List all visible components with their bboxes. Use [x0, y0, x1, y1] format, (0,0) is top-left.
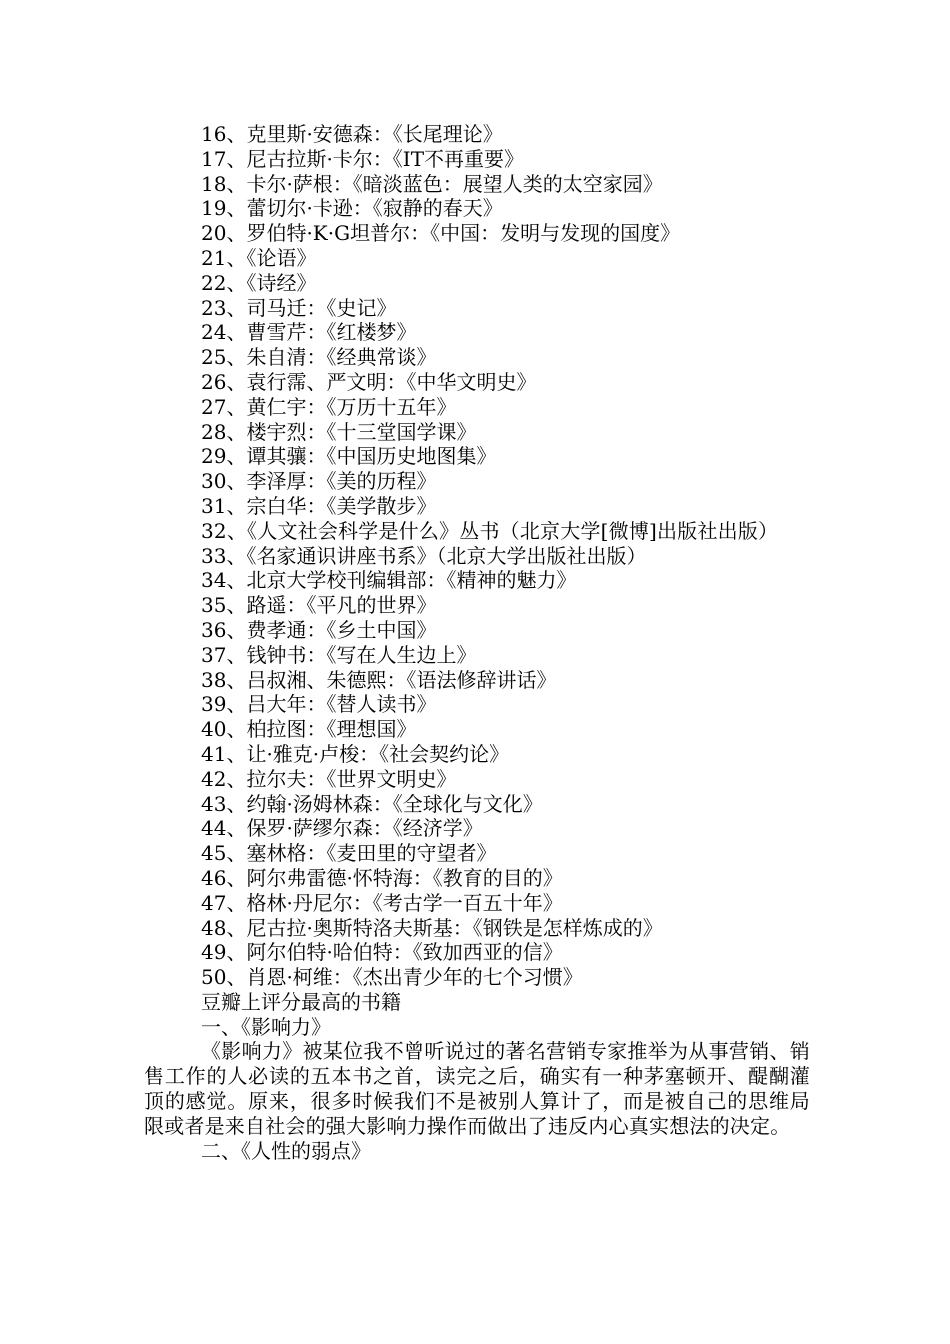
subheading-human-weakness: 二、《人性的弱点》 [201, 1138, 371, 1163]
list-item: 16、克里斯·安德森：《长尾理论》 [201, 122, 503, 146]
list-item: 28、楼宇烈：《十三堂国学课》 [201, 419, 477, 444]
list-item: 39、吕大年：《替人读书》 [201, 692, 437, 717]
list-item: 27、黄仁宇：《万历十五年》 [201, 394, 457, 419]
subheading-influence: 一、《影响力》 [201, 1014, 331, 1039]
list-item: 43、约翰·汤姆林森：《全球化与文化》 [201, 791, 543, 816]
list-item: 21、《论语》 [201, 245, 317, 270]
paragraph-influence: 《影响力》被某位我不曾听说过的著名营销专家推举为从事营销、销售工作的人必读的五本书之首，读完之后，确实有一种茅塞顿开、醍醐灌顶的感觉。原来，很多时候我们不是被别人算计了，而是被自己的思维局限或者是来自社会的强大影响力操作而做出了违反内心真实想法的决定。 [144, 1039, 810, 1138]
list-item: 37、钱钟书：《写在人生边上》 [201, 642, 477, 667]
list-item: 31、宗白华：《美学散步》 [201, 493, 437, 518]
list-item: 49、阿尔伯特·哈伯特：《致加西亚的信》 [201, 940, 563, 965]
list-item: 33、《名家通识讲座书系》（北京大学出版社出版） [201, 543, 647, 568]
list-item: 38、吕叔湘、朱德熙：《语法修辞讲话》 [201, 667, 557, 692]
list-item: 40、柏拉图：《理想国》 [201, 717, 417, 742]
list-item: 42、拉尔夫：《世界文明史》 [201, 766, 457, 791]
list-item: 25、朱自清：《经典常谈》 [201, 345, 437, 370]
list-item: 44、保罗·萨缪尔森：《经济学》 [201, 816, 483, 841]
list-item: 24、曹雪芹：《红楼梦》 [201, 320, 417, 345]
list-item: 46、阿尔弗雷德·怀特海：《教育的目的》 [201, 865, 563, 890]
list-item: 48、尼古拉·奥斯特洛夫斯基：《钢铁是怎样炼成的》 [201, 915, 663, 940]
book-list [144, 122, 810, 990]
list-item: 23、司马迁：《史记》 [201, 295, 397, 320]
list-item: 29、谭其骧：《中国历史地图集》 [201, 444, 497, 469]
list-item: 20、罗伯特·K·G坦普尔：《中国：发明与发现的国度》 [201, 221, 681, 246]
list-item: 30、李泽厚：《美的历程》 [201, 469, 437, 494]
list-item: 34、北京大学校刊编辑部：《精神的魅力》 [201, 568, 577, 593]
list-item: 26、袁行霈、严文明：《中华文明史》 [201, 369, 537, 394]
document-page [144, 122, 810, 1163]
list-item: 18、卡尔·萨根：《暗淡蓝色：展望人类的太空家园》 [201, 171, 663, 196]
list-item: 36、费孝通：《乡土中国》 [201, 617, 437, 642]
list-item: 41、让·雅克·卢梭：《社会契约论》 [201, 741, 510, 766]
list-item: 47、格林·丹尼尔：《考古学一百五十年》 [201, 890, 563, 915]
list-item: 19、蕾切尔·卡逊：《寂静的春天》 [201, 196, 503, 221]
list-item: 17、尼古拉斯·卡尔：《IT不再重要》 [201, 146, 525, 171]
list-item: 32、《人文社会科学是什么》丛书（北京大学[微博]出版社出版） [201, 518, 779, 543]
list-item: 35、路遥：《平凡的世界》 [201, 593, 437, 618]
section-heading: 豆瓣上评分最高的书籍 [201, 989, 401, 1014]
list-item: 22、《诗经》 [201, 270, 317, 295]
list-item: 45、塞林格：《麦田里的守望者》 [201, 841, 497, 866]
list-item: 50、肖恩·柯维：《杰出青少年的七个习惯》 [201, 965, 583, 990]
